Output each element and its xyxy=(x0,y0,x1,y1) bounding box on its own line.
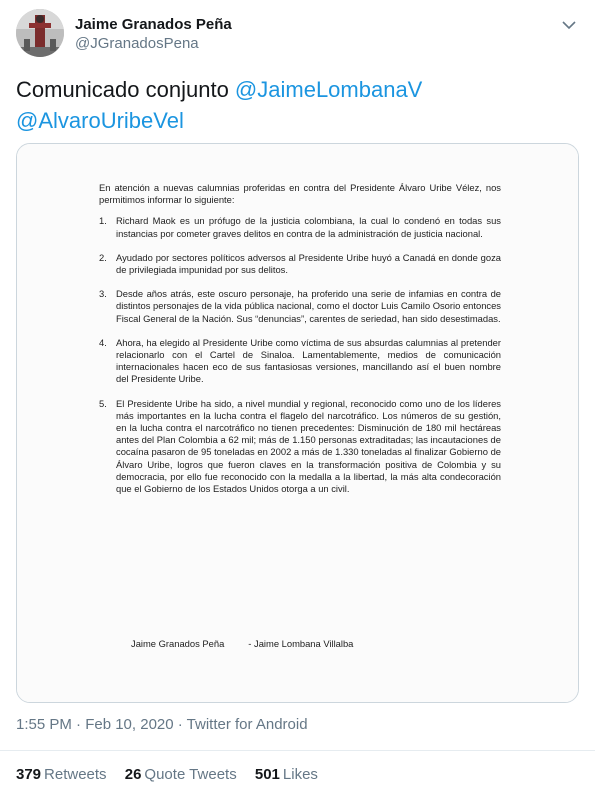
item-text: Ayudado por sectores políticos adversos al Presidente Uribe huyó a Canadá en donde goza de privilegiada impunidad por sus delitos. xyxy=(116,251,501,276)
item-number: 1. xyxy=(99,215,107,227)
author-name[interactable]: Jaime Granados Peña xyxy=(75,16,232,33)
likes-count: 501 xyxy=(254,766,280,783)
item-number: 2. xyxy=(99,251,107,263)
item-text: Desde años atrás, este oscuro personaje, ha proferido una serie de infamias en contra de distintos personajes de la vida pública nacional, como el doctor Luis Camilo Osorio entonces Fiscal General de la Nación. Sus “denuncias”, carentes de seriedad, han sido desestimadas. xyxy=(116,288,501,324)
mention-link-alvarouribevel[interactable]: @AlvaroUribeVel xyxy=(16,108,184,133)
avatar[interactable] xyxy=(16,9,64,57)
source-link[interactable]: Twitter for Android xyxy=(186,716,308,733)
signer-name: Jaime Granados Peña xyxy=(131,638,225,649)
divider xyxy=(0,750,595,751)
likes-label: Likes xyxy=(282,766,318,783)
quote-tweets-count: 26 xyxy=(124,766,142,783)
document-item xyxy=(99,398,501,496)
document-item xyxy=(99,288,501,325)
signer-name: - Jaime Lombana Villalba xyxy=(248,638,354,649)
tweet-text-prefix: Comunicado conjunto xyxy=(16,77,235,102)
item-number: 4. xyxy=(99,336,107,348)
likes-stat[interactable] xyxy=(255,766,318,783)
tweet-header xyxy=(16,9,581,59)
retweets-count: 379 xyxy=(16,766,42,783)
item-text: Richard Maok es un prófugo de la justicia colombiana, la cual lo condenó en todas sus instancias por cometer graves delitos en contra de la administración de justicia nacional. xyxy=(116,215,501,239)
document-body xyxy=(99,182,501,507)
document-item xyxy=(99,252,501,276)
quote-tweets-label: Quote Tweets xyxy=(144,766,237,783)
document-signatures xyxy=(131,638,353,649)
attached-image[interactable] xyxy=(16,143,579,703)
tweet-meta xyxy=(16,716,308,733)
quote-tweets-stat[interactable] xyxy=(125,766,237,783)
document-item xyxy=(99,215,501,239)
item-number: 5. xyxy=(99,397,107,409)
timestamp[interactable]: 1:55 PM · Feb 10, 2020 · xyxy=(16,716,187,733)
mention-link-jaimelombanav[interactable]: @JaimeLombanaV xyxy=(234,77,423,102)
item-text: Ahora, ha elegido al Presidente Uribe como víctima de sus absurdas calumnias al pretender relacionarlo con el Cartel de Sinaloa. Lamentablemente, medios de comunicación internacionales hacen eco de sus fantasiosas versiones, mancillando así el buen nombre del Presidente Uribe. xyxy=(116,336,501,385)
tweet-text xyxy=(16,74,576,136)
document-intro: En atención a nuevas calumnias proferidas en contra del Presidente Álvaro Uribe Vélez, nos permitimos informar lo siguiente: xyxy=(99,182,501,206)
tweet-stats xyxy=(16,766,332,783)
profile-photo-icon xyxy=(16,9,64,57)
retweets-stat[interactable] xyxy=(16,766,107,783)
document-item xyxy=(99,337,501,386)
item-number: 3. xyxy=(99,288,107,300)
more-options-chevron-icon[interactable] xyxy=(559,17,579,33)
author-handle[interactable]: @JGranadosPena xyxy=(75,35,199,52)
retweets-label: Retweets xyxy=(44,766,107,783)
item-text: El Presidente Uribe ha sido, a nivel mundial y regional, reconocido como uno de los líderes más importantes en la lucha contra el flagelo del narcotráfico. Los números de su gestión, en la lucha contra el narcotráfico no tienen precedentes: Disminución de 180 mil hectáreas antes del Plan Colombia a 62 mil; más de 1.150 personas extraditadas; las incautaciones de cocaína pasaron de 95 toneladas en 2002 a más de 1.330 toneladas al finalizar Gobierno de Álvaro Uribe, logros que fueron claves en la transformación positiva de Colombia y su democracia, por ello fue reconocido con la medalla a la libertad, la más alta condecoración que el Gobierno de los Estados Unidos otorga a un civil. xyxy=(116,397,501,495)
document-page xyxy=(17,144,578,702)
